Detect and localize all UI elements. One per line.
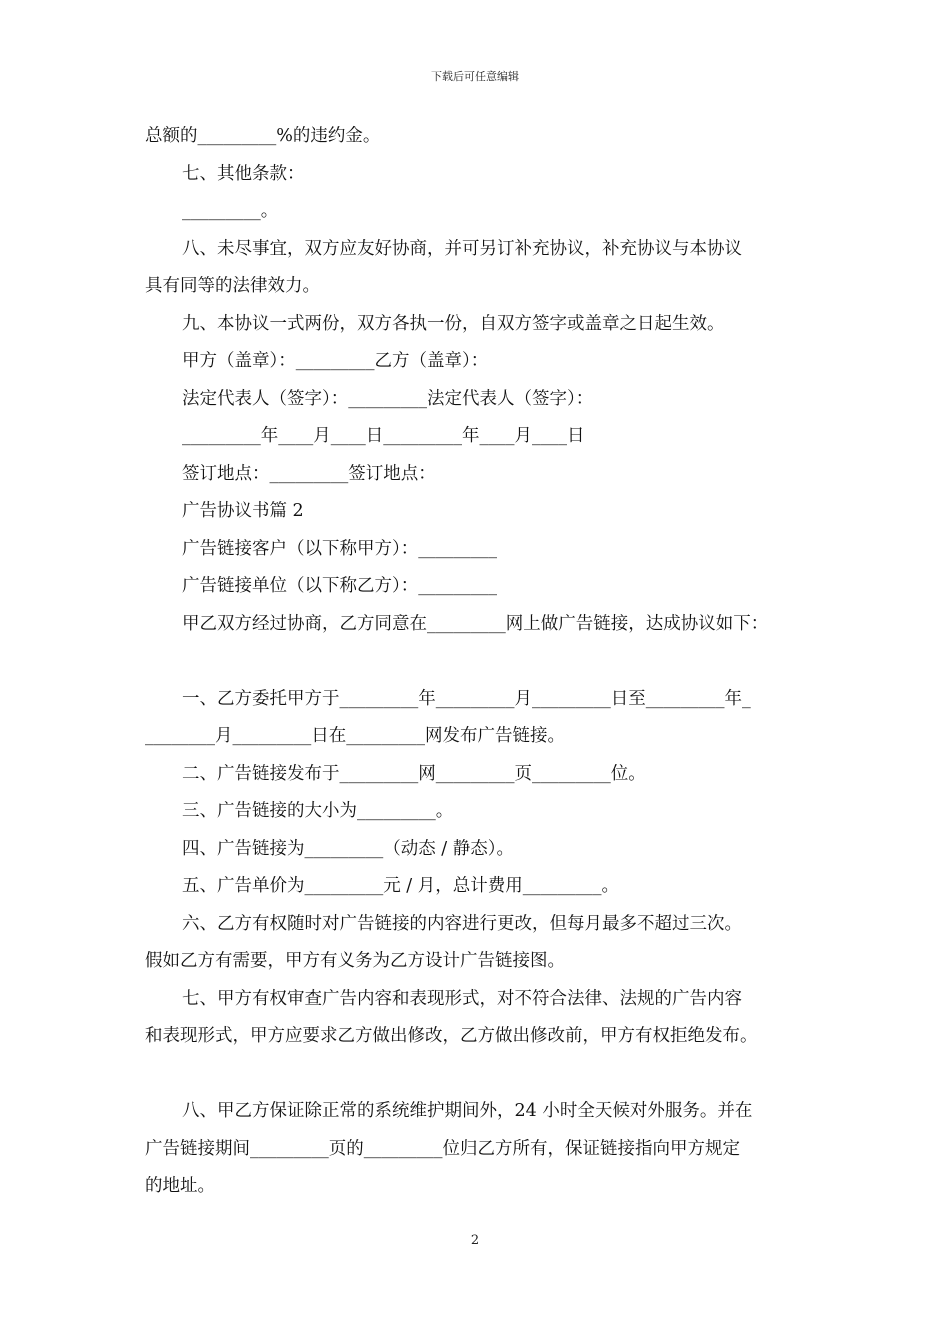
blank-line [145, 643, 825, 681]
clause-line: 四、广告链接为_________（动态 / 静态）。 [182, 838, 515, 859]
clause-line: 二、广告链接发布于_________网_________页_________位。 [182, 763, 646, 784]
clause-line: 八、甲乙方保证除正常的系统维护期间外，24 小时全天候对外服务。并在 [182, 1101, 753, 1121]
clause-line: 六、乙方有权随时对广告链接的内容进行更改，但每月最多不超过三次。 [182, 913, 742, 934]
paragraph-line: _________。 [182, 201, 279, 221]
clause-line: 一、乙方委托甲方于_________年_________月_________日至_________年_ [182, 688, 751, 709]
document-body [145, 118, 825, 1206]
signature-line: 甲方（盖章）：_________乙方（盖章）： [182, 351, 489, 371]
blank-line [145, 1056, 825, 1094]
signing-place-line: 签订地点：_________签订地点： [182, 463, 436, 484]
clause-heading: 七、其他条款： [182, 163, 305, 184]
clause-line: 七、甲方有权审查广告内容和表现形式，对不符合法律、法规的广告内容 [182, 988, 742, 1009]
clause-line: 假如乙方有需要，甲方有义务为乙方设计广告链接图。 [145, 951, 565, 971]
paragraph-line: 具有同等的法律效力。 [145, 276, 320, 296]
signature-line: 法定代表人（签字）：_________法定代表人（签字）： [182, 388, 594, 409]
clause-line: ________月_________日在_________网发布广告链接。 [145, 726, 565, 746]
party-line: 广告链接单位（以下称乙方）：_________ [182, 576, 497, 596]
paragraph-line: 总额的_________%的违约金。 [145, 126, 381, 146]
paragraph-line: 八、未尽事宜，双方应友好协商，并可另订补充协议，补充协议与本协议 [182, 238, 742, 259]
paragraph-line: 九、本协议一式两份，双方各执一份，自双方签字或盖章之日起生效。 [182, 313, 725, 334]
clause-line: 和表现形式，甲方应要求乙方做出修改，乙方做出修改前，甲方有权拒绝发布。 [145, 1026, 758, 1046]
page-number: 2 [470, 1233, 480, 1248]
date-line: _________年____月____日_________年____月____日 [182, 426, 585, 446]
clause-line: 的地址。 [145, 1176, 215, 1196]
clause-line: 广告链接期间_________页的_________位归乙方所有，保证链接指向甲方规定 [145, 1138, 740, 1159]
clause-line: 三、广告链接的大小为_________。 [182, 801, 454, 821]
section-title: 广告协议书篇 2 [182, 501, 304, 521]
party-line: 广告链接客户（以下称甲方）：_________ [182, 538, 497, 559]
page-header: 下载后可任意编辑 [431, 70, 519, 83]
clause-line: 五、广告单价为_________元 / 月，总计费用_________。 [182, 876, 620, 896]
paragraph-line: 甲乙双方经过协商，乙方同意在_________网上做广告链接，达成协议如下： [182, 613, 769, 634]
